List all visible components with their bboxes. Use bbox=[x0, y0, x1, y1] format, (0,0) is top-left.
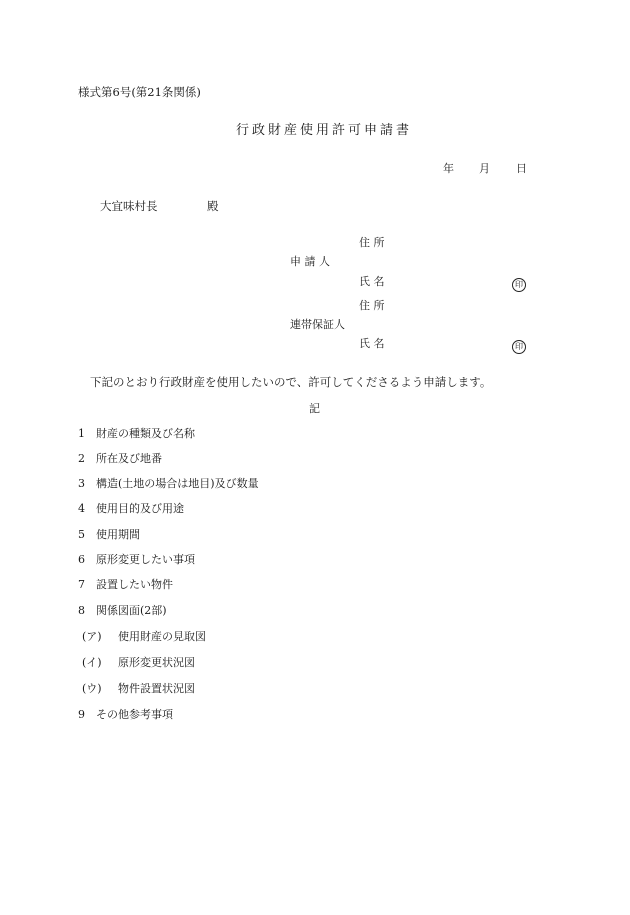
list-item bbox=[78, 477, 259, 490]
list-item bbox=[78, 452, 162, 465]
item-number: (イ) bbox=[82, 656, 102, 669]
list-item bbox=[82, 656, 195, 669]
guarantor-group-label: 連帯保証人 bbox=[290, 318, 345, 331]
item-number: 1 bbox=[78, 427, 85, 440]
item-text: 原形変更したい事項 bbox=[96, 553, 195, 566]
item-number: 2 bbox=[78, 452, 85, 465]
seal-icon: 印 bbox=[512, 278, 526, 292]
item-text: 使用目的及び用途 bbox=[96, 502, 184, 515]
item-number: (ウ) bbox=[82, 682, 102, 695]
item-number: 6 bbox=[78, 553, 85, 566]
list-item bbox=[78, 578, 173, 591]
applicant-group-label: 申 請 人 bbox=[290, 255, 330, 268]
applicant-name-label: 氏 名 bbox=[359, 275, 385, 288]
item-text: 原形変更状況図 bbox=[118, 656, 195, 669]
date-month-label: 月 bbox=[479, 162, 490, 175]
item-number: 7 bbox=[78, 578, 85, 591]
list-item bbox=[82, 630, 206, 643]
list-item bbox=[78, 553, 195, 566]
date-year-label: 年 bbox=[443, 162, 454, 175]
list-item bbox=[78, 708, 173, 721]
item-number: 4 bbox=[78, 502, 85, 515]
guarantor-address-label: 住 所 bbox=[359, 299, 385, 312]
addressee-honorific: 殿 bbox=[207, 199, 219, 213]
request-text: 下記のとおり行政財産を使用したいので、許可してくださるよう申請します。 bbox=[90, 375, 492, 389]
item-number: (ア) bbox=[82, 630, 102, 643]
list-item bbox=[78, 502, 184, 515]
item-text: その他参考事項 bbox=[96, 708, 173, 721]
list-item bbox=[78, 427, 195, 440]
list-item bbox=[78, 604, 167, 617]
item-text: 所在及び地番 bbox=[96, 452, 162, 465]
item-number: 5 bbox=[78, 528, 85, 541]
ki-heading: 記 bbox=[309, 402, 320, 415]
seal-icon: 印 bbox=[512, 340, 526, 354]
item-text: 関係図面(2部) bbox=[96, 604, 167, 617]
item-number: 3 bbox=[78, 477, 85, 490]
item-text: 財産の種類及び名称 bbox=[96, 427, 195, 440]
item-number: 9 bbox=[78, 708, 85, 721]
item-text: 使用財産の見取図 bbox=[118, 630, 206, 643]
applicant-seal bbox=[512, 274, 526, 292]
list-item bbox=[82, 682, 195, 695]
item-text: 物件設置状況図 bbox=[118, 682, 195, 695]
item-text: 設置したい物件 bbox=[96, 578, 173, 591]
item-text: 使用期間 bbox=[96, 528, 140, 541]
document-title: 行政財産使用許可申請書 bbox=[236, 123, 413, 138]
item-number: 8 bbox=[78, 604, 85, 617]
item-text: 構造(土地の場合は地目)及び数量 bbox=[96, 477, 259, 490]
guarantor-name-label: 氏 名 bbox=[359, 337, 385, 350]
addressee-name: 大宜味村長 bbox=[100, 199, 158, 213]
form-number: 様式第6号(第21条関係) bbox=[78, 85, 201, 99]
applicant-address-label: 住 所 bbox=[359, 236, 385, 249]
list-item bbox=[78, 528, 140, 541]
guarantor-seal bbox=[512, 336, 526, 354]
date-day-label: 日 bbox=[516, 162, 527, 175]
